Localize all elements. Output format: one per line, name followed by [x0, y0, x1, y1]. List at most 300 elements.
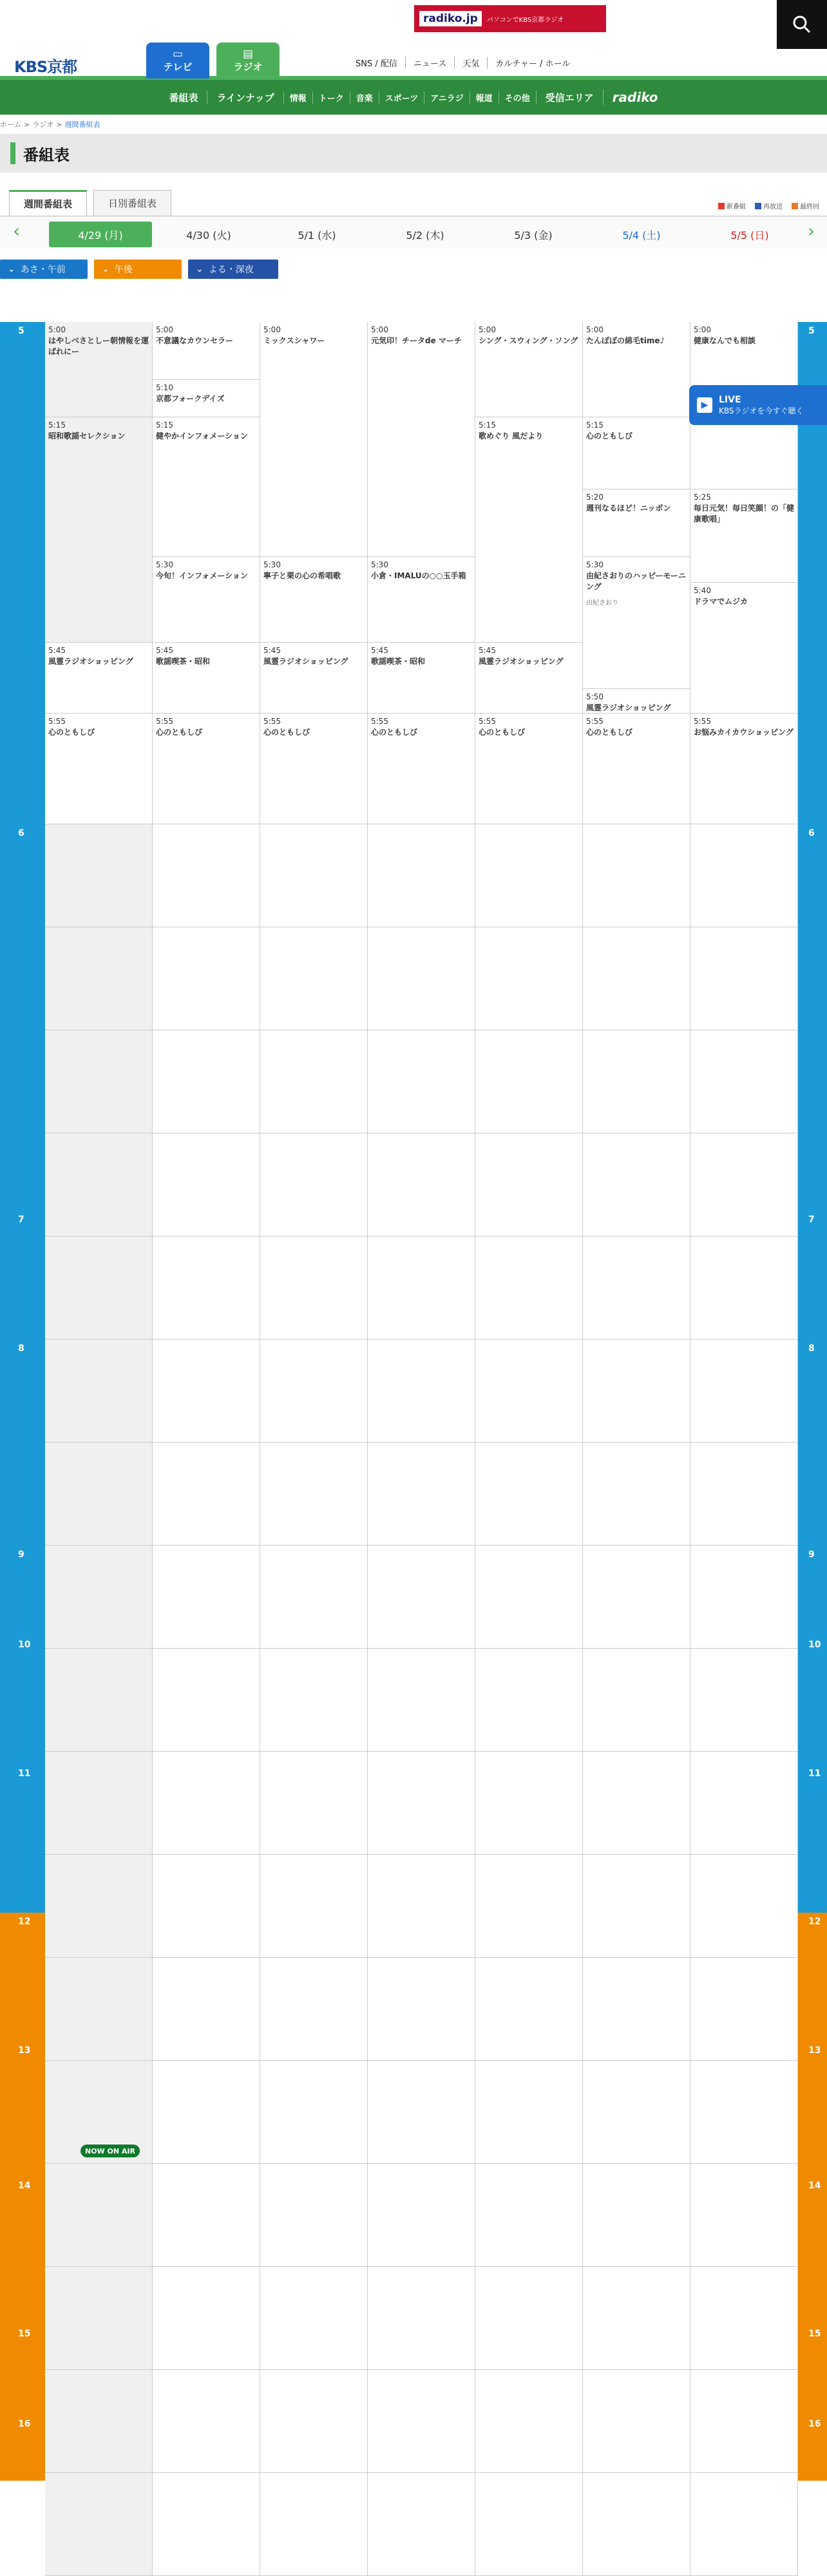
global-nav-item[interactable]: 天気 [454, 57, 487, 69]
program-cell[interactable] [45, 714, 153, 824]
legend-item [755, 201, 783, 211]
hour-label: 12 [0, 1913, 45, 2041]
program-time: 5:00 [156, 325, 173, 334]
tab-radio[interactable] [216, 43, 280, 79]
program-title: 歌謡喫茶・昭和 [371, 657, 426, 666]
program-cell[interactable] [475, 1030, 583, 1133]
period-label: あさ・午前 [20, 265, 66, 275]
program-cell[interactable] [45, 1855, 153, 1958]
program-cell[interactable] [153, 1958, 260, 2061]
program-cell[interactable] [475, 1133, 583, 1236]
program-cell[interactable] [475, 322, 583, 417]
program-cell[interactable] [45, 1752, 153, 1855]
program-cell[interactable] [368, 2164, 475, 2267]
program-cell[interactable] [368, 1133, 475, 1236]
program-cell[interactable] [45, 927, 153, 1030]
program-title: お悩みカイカウショッピング [694, 728, 794, 737]
radio-nav-item[interactable]: 報道 [470, 91, 499, 104]
program-cell[interactable] [368, 2370, 475, 2473]
program-cell[interactable] [690, 714, 798, 824]
hour-label: 15 [798, 2325, 827, 2415]
tab-tv[interactable] [146, 43, 209, 79]
program-time: 5:55 [479, 717, 496, 726]
program-time: 5:55 [263, 717, 281, 726]
hour-label: 9 [0, 1546, 45, 1636]
hour-label: 8 [0, 1340, 45, 1546]
radio-nav-item[interactable]: その他 [499, 91, 536, 104]
breadcrumb-current: 週間番組表 [64, 120, 100, 129]
hour-label: 13 [798, 2041, 827, 2177]
program-cell[interactable] [690, 2370, 798, 2473]
program-cell[interactable] [583, 1649, 690, 1752]
program-cell[interactable] [690, 824, 798, 927]
program-cell[interactable] [45, 643, 153, 714]
radio-nav-item[interactable]: radiko [603, 90, 667, 105]
program-cell[interactable] [690, 1133, 798, 1236]
program-time: 5:00 [48, 325, 66, 334]
program-time: 5:00 [586, 325, 604, 334]
hour-label: 5 [0, 322, 45, 824]
global-nav-item[interactable]: カルチャー / ホール [487, 57, 578, 69]
legend-label: 新番組 [727, 204, 746, 211]
live-title: LIVE [719, 395, 741, 405]
live-subtitle: KBSラジオを今すぐ聴く [719, 406, 804, 415]
program-cell[interactable] [690, 1855, 798, 1958]
program-time: 5:45 [371, 646, 388, 655]
program-time: 5:30 [156, 560, 173, 569]
tv-icon: ▭ [172, 47, 184, 61]
program-cell[interactable] [368, 1340, 475, 1443]
radio-nav-item[interactable]: スポーツ [379, 91, 424, 104]
global-nav-item[interactable]: ニュース [405, 57, 454, 69]
program-cell[interactable] [475, 2164, 583, 2267]
program-cell[interactable] [583, 1236, 690, 1340]
program-cell[interactable] [368, 1649, 475, 1752]
program-cell[interactable] [153, 1030, 260, 1133]
tab-daily[interactable]: 日別番組表 [93, 190, 171, 216]
radio-nav-item[interactable]: 受信エリア [536, 91, 603, 104]
program-cell[interactable] [260, 1236, 368, 1340]
program-cell[interactable] [690, 2164, 798, 2267]
program-time: 5:45 [263, 646, 281, 655]
program-title: 風霊ラジオショッピング [479, 657, 564, 666]
program-cell[interactable] [690, 1236, 798, 1340]
hour-label: 10 [0, 1636, 45, 1765]
radio-nav-item[interactable]: 情報 [283, 91, 312, 104]
program-cell[interactable] [45, 1133, 153, 1236]
period-afternoon-button[interactable] [94, 260, 182, 279]
program-cell[interactable] [260, 1855, 368, 1958]
program-cell[interactable] [260, 2061, 368, 2164]
hour-label: 6 [0, 824, 45, 1211]
next-week-arrow-icon[interactable]: › [808, 220, 815, 242]
program-cell[interactable] [368, 1752, 475, 1855]
program-cell[interactable] [583, 824, 690, 927]
program-cell[interactable] [583, 2061, 690, 2164]
program-time: 5:25 [694, 493, 711, 502]
hour-label: 9 [798, 1546, 827, 1636]
program-cell[interactable] [583, 1752, 690, 1855]
site-header [0, 31, 827, 76]
period-label: よる・深夜 [208, 265, 254, 275]
program-cell[interactable] [45, 824, 153, 927]
radio-nav-item[interactable]: アニラジ [424, 91, 469, 104]
program-cell[interactable] [690, 2473, 798, 2576]
radio-nav [0, 76, 827, 115]
program-title: 健やかインフォメーション [156, 431, 248, 440]
legend-swatch [755, 203, 761, 209]
program-cell[interactable] [153, 927, 260, 1030]
program-cell[interactable] [475, 1443, 583, 1546]
date-tab[interactable]: 5/5 (日) [730, 229, 769, 242]
radiko-logo: radiko.jp [419, 11, 482, 26]
program-cell[interactable] [260, 643, 368, 714]
program-title: 風霊ラジオショッピング [263, 657, 348, 666]
chevron-down-icon: ⌄ [102, 264, 109, 274]
breadcrumb-separator: > [24, 120, 30, 129]
program-title: ドラマでムジカ [694, 597, 748, 606]
program-time: 5:55 [586, 717, 604, 726]
chevron-down-icon: ⌄ [8, 264, 15, 274]
program-cell[interactable] [475, 1340, 583, 1443]
program-title: 心のともしび [263, 728, 310, 737]
program-title: 寧子と栗の心の希唱歌 [263, 571, 341, 580]
program-cell[interactable] [45, 2473, 153, 2576]
radio-nav-item[interactable]: トーク [312, 91, 350, 104]
program-cell[interactable] [153, 643, 260, 714]
program-cell[interactable] [153, 2061, 260, 2164]
program-cell[interactable] [45, 322, 153, 417]
breadcrumb-home[interactable]: ホーム [0, 120, 21, 129]
program-cell[interactable] [583, 1340, 690, 1443]
program-cell[interactable] [583, 489, 690, 557]
program-title: たんぽぽの綿毛time♪ [586, 336, 665, 345]
program-title: 心のともしび [156, 728, 203, 737]
program-title: シング・スウィング・ソング [479, 336, 578, 345]
program-cell[interactable] [260, 927, 368, 1030]
program-cell[interactable] [475, 2061, 583, 2164]
program-title: 小倉・IMALUの○○玉手箱 [371, 571, 466, 580]
program-cell[interactable] [368, 1546, 475, 1649]
program-cell[interactable] [583, 1133, 690, 1236]
program-cell[interactable] [153, 1649, 260, 1752]
program-time: 5:55 [48, 717, 66, 726]
hour-label: 16 [0, 2415, 45, 2481]
program-title: 健康なんでも相談 [694, 336, 756, 345]
program-title: 心のともしび [586, 728, 633, 737]
hour-label: 13 [0, 2041, 45, 2177]
title-accent [10, 142, 15, 164]
program-cell[interactable] [475, 714, 583, 824]
program-cell[interactable] [260, 1030, 368, 1133]
period-buttons [0, 254, 827, 285]
program-cell[interactable] [45, 1340, 153, 1443]
program-cell[interactable] [260, 824, 368, 927]
program-cell[interactable] [153, 2267, 260, 2370]
hour-label: 7 [0, 1211, 45, 1340]
radio-nav-item[interactable]: ラインナップ [207, 91, 283, 104]
program-cell[interactable] [153, 824, 260, 927]
program-cell[interactable] [260, 2164, 368, 2267]
program-cell[interactable] [475, 1958, 583, 2061]
radio-nav-item[interactable]: 音楽 [350, 91, 379, 104]
program-time: 5:30 [371, 560, 388, 569]
program-time: 5:15 [586, 421, 604, 430]
breadcrumb-separator: > [56, 120, 62, 129]
program-cell[interactable] [368, 2061, 475, 2164]
program-cell[interactable] [153, 322, 260, 380]
program-cell[interactable] [45, 1236, 153, 1340]
program-cell[interactable] [260, 2370, 368, 2473]
program-cell[interactable] [153, 1340, 260, 1443]
program-title: 歌めぐり 風だより [479, 431, 544, 440]
program-cell[interactable] [260, 1958, 368, 2061]
legend-item [792, 201, 819, 211]
program-time: 5:20 [586, 493, 604, 502]
program-cell[interactable] [260, 557, 368, 643]
program-time: 5:40 [694, 586, 711, 595]
program-cell[interactable] [368, 643, 475, 714]
program-time: 5:30 [263, 560, 281, 569]
period-morning-button[interactable] [0, 260, 88, 279]
program-cell[interactable] [368, 2473, 475, 2576]
program-title: 不意議なカウンセラー [156, 336, 234, 345]
program-title: ミックスシャワー [263, 336, 325, 345]
program-cell[interactable] [475, 2267, 583, 2370]
hour-label: 7 [798, 1211, 827, 1340]
program-cell[interactable] [368, 1958, 475, 2061]
program-cell[interactable] [690, 927, 798, 1030]
program-cell[interactable] [260, 1443, 368, 1546]
program-cell[interactable] [260, 1546, 368, 1649]
program-cell[interactable] [583, 2267, 690, 2370]
program-title: 心のともしび [371, 728, 418, 737]
program-cell[interactable] [475, 2473, 583, 2576]
date-tab[interactable]: 4/30 (火) [186, 229, 231, 242]
program-cell[interactable] [45, 417, 153, 643]
program-title: 今旬！インフォメーション [156, 571, 248, 580]
program-cell[interactable] [260, 1340, 368, 1443]
program-cell[interactable] [45, 1546, 153, 1649]
chevron-down-icon: ⌄ [196, 264, 204, 274]
program-cell[interactable] [45, 2370, 153, 2473]
program-cell[interactable] [260, 1649, 368, 1752]
program-cell[interactable] [583, 417, 690, 489]
site-logo[interactable]: KBS京都 [14, 58, 77, 76]
program-cell[interactable] [583, 1443, 690, 1546]
date-tab[interactable]: 5/4 (土) [622, 229, 661, 242]
program-cell[interactable] [583, 1030, 690, 1133]
program-cell[interactable] [475, 1546, 583, 1649]
radio-nav-item[interactable]: 番組表 [169, 91, 198, 104]
hour-label: 16 [798, 2415, 827, 2481]
program-cell[interactable] [153, 1133, 260, 1236]
program-time: 5:00 [263, 325, 281, 334]
program-cell[interactable] [368, 322, 475, 557]
program-cell[interactable] [368, 2267, 475, 2370]
program-cell[interactable] [153, 417, 260, 557]
program-cell[interactable] [690, 489, 798, 583]
global-nav-item[interactable]: SNS / 配信 [356, 59, 397, 69]
program-cell[interactable] [45, 1649, 153, 1752]
program-cell[interactable] [690, 1443, 798, 1546]
program-cell[interactable] [45, 2164, 153, 2267]
date-tab[interactable]: 5/2 (木) [406, 229, 444, 242]
program-cell[interactable] [153, 557, 260, 643]
program-cell[interactable] [583, 1546, 690, 1649]
program-cell[interactable] [475, 1855, 583, 1958]
program-time: 5:55 [694, 717, 711, 726]
program-cell[interactable] [475, 927, 583, 1030]
radio-icon: ▤ [242, 47, 254, 61]
date-tab[interactable]: 4/29 (月) [49, 222, 152, 247]
program-cell[interactable] [153, 1443, 260, 1546]
program-time: 5:00 [479, 325, 496, 334]
program-cell[interactable] [583, 689, 690, 714]
program-title: 心のともしび [586, 431, 633, 440]
program-cell[interactable] [368, 1030, 475, 1133]
program-cell[interactable] [690, 1958, 798, 2061]
program-time: 5:45 [479, 646, 496, 655]
program-time: 5:55 [156, 717, 173, 726]
program-cell[interactable] [583, 1958, 690, 2061]
program-cell[interactable] [368, 557, 475, 643]
program-cell[interactable] [368, 927, 475, 1030]
program-cell[interactable] [583, 1855, 690, 1958]
program-cell[interactable] [583, 927, 690, 1030]
program-cell[interactable] [583, 2473, 690, 2576]
program-cell[interactable] [260, 714, 368, 824]
legend [718, 201, 819, 211]
date-tab[interactable]: 5/3 (金) [514, 229, 553, 242]
program-cell[interactable] [368, 824, 475, 927]
hour-label: 10 [798, 1636, 827, 1765]
program-cell[interactable] [153, 1546, 260, 1649]
program-cell[interactable] [368, 1855, 475, 1958]
program-cell[interactable] [690, 1752, 798, 1855]
period-evening-button[interactable] [188, 260, 278, 279]
program-cell[interactable] [153, 2164, 260, 2267]
program-title: 毎日元気！毎日笑顔！の「健康歌唱」 [694, 504, 795, 524]
breadcrumb [0, 115, 827, 131]
program-cell[interactable] [153, 1752, 260, 1855]
legend-label: 再放送 [763, 204, 783, 211]
program-cell[interactable] [475, 1649, 583, 1752]
program-time: 5:10 [156, 383, 173, 392]
program-time: 5:30 [586, 560, 604, 569]
program-cell[interactable] [583, 557, 690, 689]
hour-label: 11 [0, 1765, 45, 1913]
program-title: 風霊ラジオショッピング [48, 657, 133, 666]
program-cell[interactable] [690, 1546, 798, 1649]
program-cell[interactable] [368, 1443, 475, 1546]
program-time: 5:15 [48, 421, 66, 430]
program-cell[interactable] [260, 2267, 368, 2370]
program-time: 5:50 [586, 692, 604, 701]
tab-tv-label: テレビ [163, 61, 193, 73]
program-cell[interactable] [690, 1649, 798, 1752]
program-cell[interactable] [583, 2164, 690, 2267]
program-cell[interactable] [690, 1340, 798, 1443]
breadcrumb-radio[interactable]: ラジオ [32, 120, 54, 129]
program-cell[interactable] [153, 2370, 260, 2473]
program-cell[interactable] [475, 1752, 583, 1855]
hour-label: 11 [798, 1765, 827, 1913]
program-cell[interactable] [583, 2370, 690, 2473]
hour-label: 14 [798, 2177, 827, 2325]
program-time: 5:15 [479, 421, 496, 430]
program-title: 由紀さおりのハッピーモーニング [586, 571, 687, 591]
program-title: 心のともしび [48, 728, 95, 737]
program-cell[interactable] [475, 417, 583, 643]
program-time: 5:55 [371, 717, 388, 726]
program-cell[interactable] [260, 1752, 368, 1855]
now-on-air-badge: NOW ON AIR [81, 2145, 140, 2157]
program-cell[interactable] [690, 2267, 798, 2370]
program-cell[interactable] [45, 1443, 153, 1546]
prev-week-arrow-icon[interactable]: ‹ [13, 220, 21, 242]
program-cell[interactable] [153, 380, 260, 417]
program-personality: 由紀さおり [586, 600, 618, 607]
program-cell[interactable] [45, 1958, 153, 2061]
program-cell[interactable] [475, 2370, 583, 2473]
program-cell[interactable] [153, 1236, 260, 1340]
radiko-banner[interactable] [414, 5, 606, 32]
tab-weekly[interactable]: 週間番組表 [9, 190, 87, 216]
program-cell[interactable] [475, 824, 583, 927]
play-icon: ▶ [697, 397, 712, 413]
program-title: 歌謡喫茶・昭和 [156, 657, 211, 666]
hour-label: 15 [0, 2325, 45, 2415]
program-cell[interactable] [260, 2473, 368, 2576]
schedule-tabs [0, 183, 827, 216]
hour-label: 12 [798, 1913, 827, 2041]
program-time: 5:15 [156, 421, 173, 430]
program-cell[interactable] [260, 1133, 368, 1236]
program-time: 5:00 [371, 325, 388, 334]
legend-item [718, 201, 746, 211]
program-cell[interactable] [45, 2267, 153, 2370]
program-title: はやしべさとしー朝情報を運ばれにー [48, 336, 149, 356]
program-cell[interactable] [583, 714, 690, 824]
live-banner[interactable] [689, 385, 827, 425]
program-cell[interactable] [153, 714, 260, 824]
program-cell[interactable] [368, 714, 475, 824]
program-cell[interactable] [690, 1030, 798, 1133]
page-title: 番組表 [23, 146, 70, 164]
program-cell[interactable] [583, 322, 690, 417]
program-title: 京都フォークデイズ [156, 394, 225, 403]
date-tab[interactable]: 5/1 (水) [298, 229, 336, 242]
program-cell[interactable] [368, 1236, 475, 1340]
program-cell[interactable] [475, 643, 583, 714]
program-cell[interactable] [475, 1236, 583, 1340]
period-label: 午後 [114, 265, 133, 275]
hour-label: 8 [798, 1340, 827, 1546]
program-title: 風霊ラジオショッピング [586, 703, 671, 712]
program-cell[interactable] [153, 2473, 260, 2576]
program-cell[interactable] [153, 1855, 260, 1958]
program-time: 5:45 [48, 646, 66, 655]
program-cell[interactable] [45, 1030, 153, 1133]
hour-label: 5 [798, 322, 827, 824]
program-cell[interactable] [690, 583, 798, 714]
program-cell[interactable] [260, 322, 368, 557]
program-cell[interactable] [690, 2061, 798, 2164]
tab-radio-label: ラジオ [233, 61, 263, 73]
legend-swatch [792, 203, 798, 209]
program-time: 5:45 [156, 646, 173, 655]
